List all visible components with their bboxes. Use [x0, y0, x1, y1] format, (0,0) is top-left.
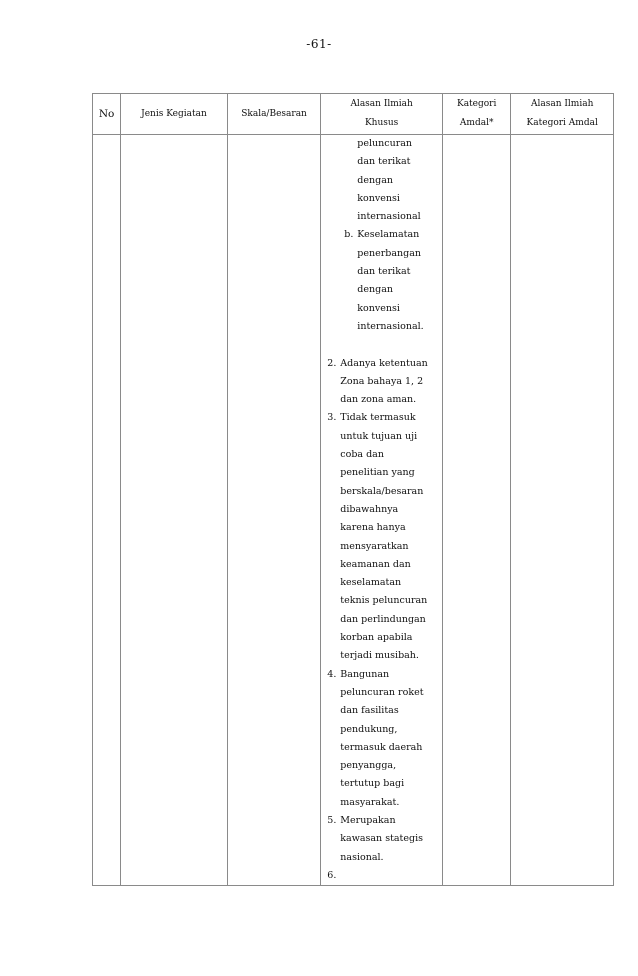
- header-alasan-line1: Alasan Ilmiah: [350, 99, 413, 109]
- list-item-line: penelitian yang: [340, 467, 415, 479]
- header-kategori-line2: Amdal*: [459, 118, 494, 128]
- regulation-table: [92, 93, 614, 886]
- cell-alasan-ilmiah-kategori: [511, 135, 614, 886]
- list-item-text: Bangunan: [340, 668, 390, 680]
- list-item-line: tertutup bagi: [340, 778, 405, 790]
- page-number: -61-: [306, 37, 332, 51]
- list-marker: b.: [344, 229, 354, 241]
- list-item-line: untuk tujuan uji: [340, 430, 418, 442]
- header-alasan-line2: Khusus: [364, 118, 399, 128]
- header-kategori-amdal: [442, 94, 510, 135]
- list-item-line: dan zona aman.: [340, 394, 417, 406]
- list-item-line: dibawahnya: [340, 503, 399, 515]
- list-item-text: Adanya ketentuan: [340, 357, 428, 369]
- list-item: [327, 666, 442, 684]
- list-item-line: dengan: [357, 284, 393, 296]
- list-item-line: peluncuran: [357, 138, 413, 149]
- table-row: [93, 135, 614, 886]
- list-item-line: keselamatan: [340, 577, 402, 589]
- list-item-line: dan terikat: [357, 266, 411, 278]
- header-jenis-kegiatan: Jenis Kegiatan: [121, 94, 228, 135]
- list-item-text: Keselamatan: [357, 229, 420, 241]
- list-item-line: masyarakat.: [340, 796, 400, 808]
- list-item-line: mensyaratkan: [340, 540, 409, 552]
- list-item: [327, 409, 442, 427]
- header-skala-besaran: Skala/Besaran: [227, 94, 321, 135]
- list-item-line: berskala/besaran: [340, 485, 424, 497]
- list-item-b: [327, 226, 442, 244]
- list-marker: 6.: [327, 869, 337, 881]
- list-marker: 3.: [327, 412, 337, 424]
- list-item-line: penyangga,: [340, 760, 397, 772]
- list-item-line: kawasan stategis: [340, 833, 423, 845]
- header-kategori-line1: Kategori: [456, 99, 497, 109]
- list-item-line: nasional.: [340, 851, 384, 863]
- list-item-line: dan terikat: [357, 156, 411, 168]
- header-alasan-kat-line1: Alasan Ilmiah: [530, 99, 594, 109]
- list-item-line: penerbangan: [357, 247, 422, 259]
- header-no: No: [93, 94, 121, 135]
- list-item: [327, 355, 442, 373]
- header-alasan-kat-line2: Kategori Amdal: [526, 118, 598, 128]
- list-marker: 4.: [327, 668, 337, 680]
- header-alasan-ilmiah-kategori: [511, 94, 614, 135]
- list-item-line: terjadi musibah.: [340, 650, 419, 662]
- list-item: [327, 867, 442, 885]
- list-item-line: peluncuran roket: [340, 686, 424, 698]
- list-item-line: pendukung,: [340, 723, 398, 735]
- list-item-line: dengan: [357, 174, 393, 186]
- list-item-line: dan perlindungan: [340, 613, 426, 625]
- cell-kategori-amdal: [442, 135, 510, 886]
- alasan-content: [321, 135, 442, 885]
- list-item-line: internasional.: [357, 320, 424, 332]
- list-item-line: konvensi: [357, 192, 400, 204]
- list-item-line: termasuk daerah: [340, 741, 423, 753]
- list-item-line: teknis peluncuran: [340, 595, 428, 607]
- list-item-line: konvensi: [357, 302, 400, 314]
- cell-skala-besaran: [227, 135, 321, 886]
- list-item-text: Merupakan: [340, 814, 396, 826]
- list-item-line: Zona bahaya 1, 2: [340, 375, 424, 387]
- cell-alasan-ilmiah-khusus: [321, 135, 443, 886]
- list-item-text: Tidak termasuk: [340, 412, 416, 424]
- list-item-line: karena hanya: [340, 522, 406, 534]
- list-item: [327, 812, 442, 830]
- spacer: [327, 336, 442, 354]
- header-alasan-ilmiah-khusus: [321, 94, 443, 135]
- list-item-line: dan fasilitas: [340, 705, 399, 717]
- cell-no: [93, 135, 121, 886]
- list-item-line: coba dan: [340, 449, 384, 461]
- list-marker: 5.: [327, 814, 337, 826]
- list-item-line: keamanan dan: [340, 558, 411, 570]
- cell-jenis-kegiatan: [121, 135, 228, 886]
- header-row: [93, 94, 614, 135]
- list-marker: 2.: [327, 357, 337, 369]
- list-item-line: korban apabila: [340, 632, 413, 644]
- list-item-line: internasional: [357, 211, 421, 223]
